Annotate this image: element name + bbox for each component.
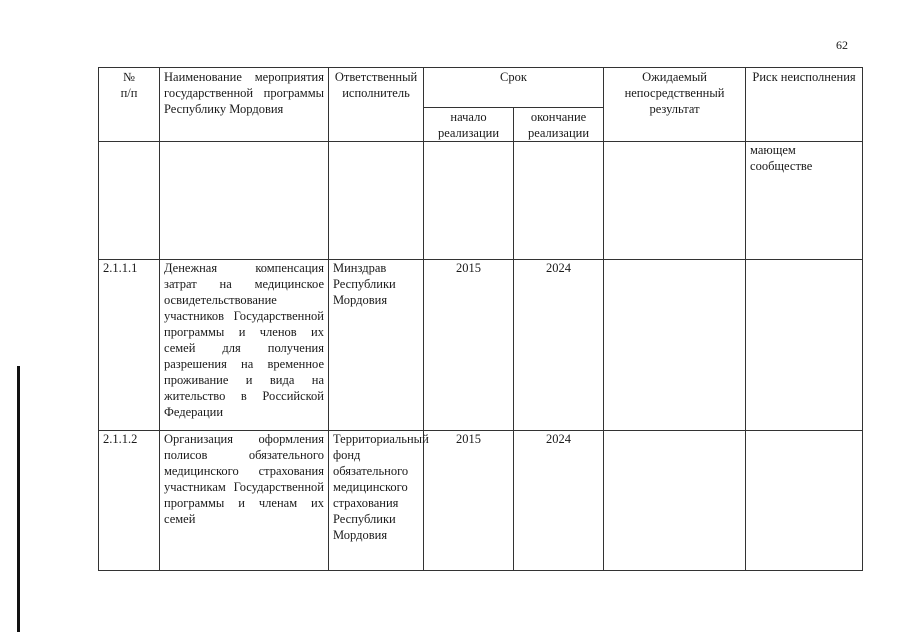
cell-responsible: Территориальный фонд обязательного медицинского страхования Республики Мордовия: [329, 431, 424, 571]
header-name: Наименование мероприятия государственной программы Республику Мордовия: [160, 68, 329, 142]
cell-name: Денежная компенсация затрат на медицинское освидетельствование участников Государственной программы и членов их семей для получения разрешения на временное проживание и вида на жительство в Российской Федерации: [160, 260, 329, 431]
cell-start: 2015: [424, 260, 514, 431]
header-term: Срок: [424, 68, 604, 108]
cell-num: [99, 142, 160, 260]
page-number: 62: [836, 38, 848, 52]
header-row: [99, 68, 863, 108]
cell-start: [424, 142, 514, 260]
cell-expected: [604, 260, 746, 431]
cell-responsible: Минздрав Республики Мордовия: [329, 260, 424, 431]
cell-name: [160, 142, 329, 260]
scan-edge-line: [17, 366, 20, 632]
header-num: № п/п: [99, 68, 160, 142]
cell-expected: [604, 431, 746, 571]
header-term-end: окончание реализации: [514, 108, 604, 142]
cell-end: [514, 142, 604, 260]
cell-end: 2024: [514, 431, 604, 571]
cell-name: Организация оформления полисов обязательного медицинского страхования участникам Государственной программы и членам их семей: [160, 431, 329, 571]
cell-end: 2024: [514, 260, 604, 431]
cell-expected: [604, 142, 746, 260]
header-expected-result: Ожидаемый непосредственный результат: [604, 68, 746, 142]
cell-risk: [746, 431, 863, 571]
cell-num: 2.1.1.1: [99, 260, 160, 431]
table-row: [99, 260, 863, 431]
program-activities-table: [98, 67, 863, 571]
header-risk: Риск неисполнения: [746, 68, 863, 142]
table-row-continuation: [99, 142, 863, 260]
cell-responsible: [329, 142, 424, 260]
cell-start: 2015: [424, 431, 514, 571]
header-term-start: начало реализации: [424, 108, 514, 142]
header-responsible: Ответственный исполнитель: [329, 68, 424, 142]
cell-num: 2.1.1.2: [99, 431, 160, 571]
cell-risk: [746, 260, 863, 431]
cell-risk: мающем сообществе: [746, 142, 863, 260]
table-row: [99, 431, 863, 571]
